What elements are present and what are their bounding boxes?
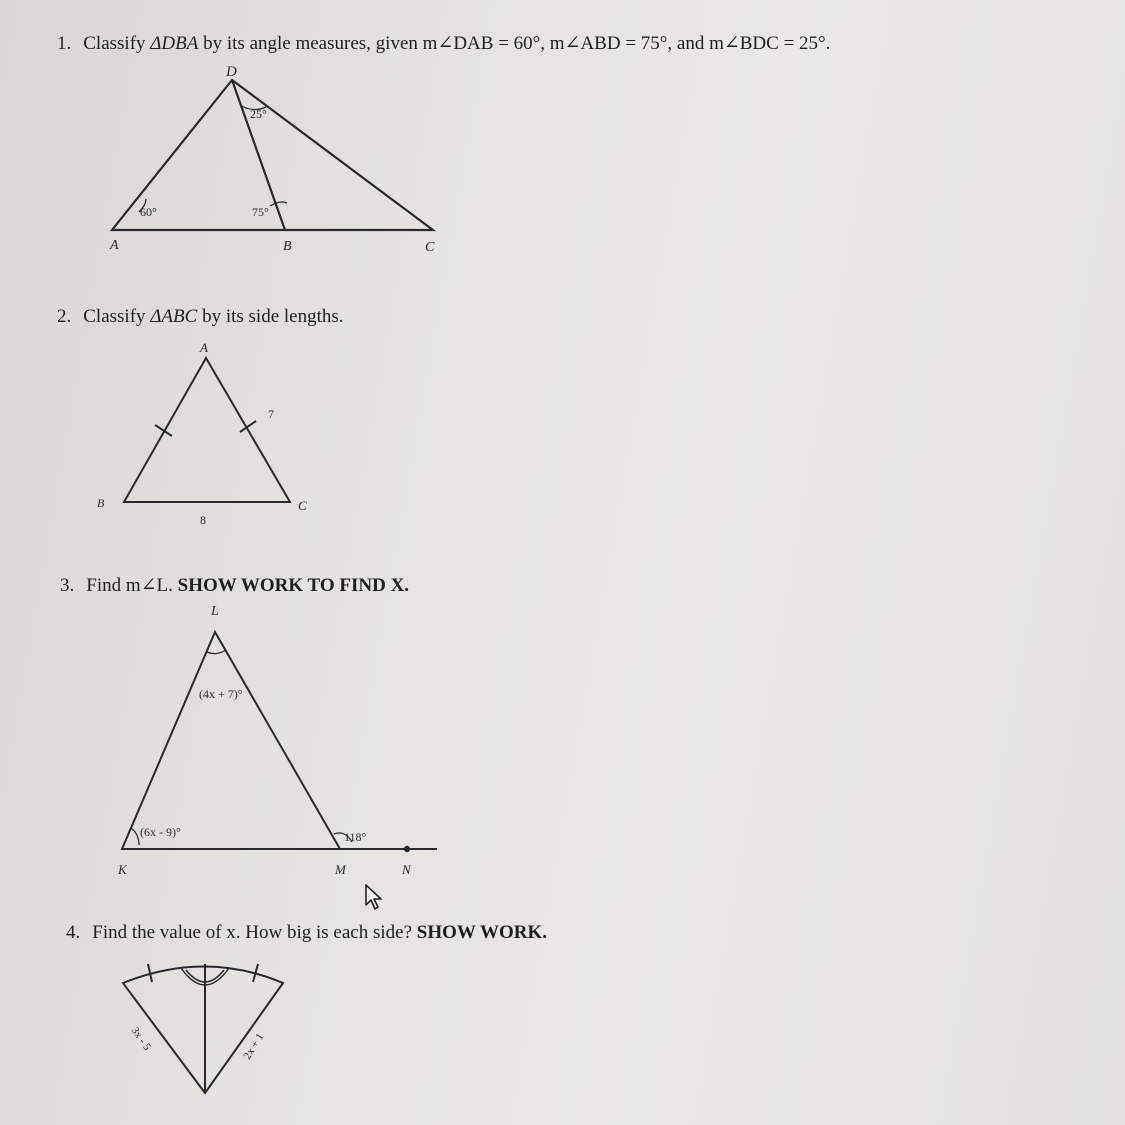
angle-label-abd: 75° [252, 205, 269, 219]
question-number: 4. [66, 922, 81, 943]
side-label-ac: 7 [268, 407, 274, 421]
figure-1-triangle-dbc [112, 80, 433, 230]
question-instruction: SHOW WORK. [416, 922, 547, 943]
question-text: Classify [83, 33, 151, 54]
triangle-name: ΔDBA [150, 33, 199, 54]
figure-4-kite [123, 964, 283, 1093]
triangle-outline [122, 632, 340, 849]
vertex-label-b: B [283, 239, 292, 254]
vertex-label-d: D [226, 64, 237, 80]
mouse-pointer-icon [364, 884, 386, 912]
figure-2-triangle-abc [124, 358, 290, 502]
angle-arc-l [207, 650, 226, 654]
vertex-label-k: K [118, 862, 127, 877]
question-text-rest: by its angle measures, given m∠DAB = 60°, m∠ABD = 75°, and m∠BDC = 25°. [198, 33, 831, 54]
question-text: Find the value of x. How big is each side? [92, 922, 417, 943]
question-number: 3. [60, 575, 75, 596]
vertex-label-m: M [335, 862, 346, 877]
side-label-bc: 8 [200, 513, 206, 527]
side-label-right: 2x + 1 [241, 1031, 267, 1062]
angle-label-l: (4x + 7)° [199, 687, 243, 701]
triangle-outline [124, 358, 290, 502]
question-number: 1. [57, 33, 72, 54]
vertex-label-a: A [110, 238, 119, 253]
angle-label-bdc: 25° [250, 107, 267, 121]
vertex-label-l: L [211, 604, 219, 619]
question-instruction: SHOW WORK TO FIND X. [177, 575, 410, 596]
angle-arc-k [131, 828, 139, 845]
angle-label-dab: 60° [140, 205, 157, 219]
side-label-left: 3x - 5 [128, 1024, 154, 1053]
angle-arc-b [270, 202, 287, 206]
vertex-label-c: C [425, 240, 435, 255]
question-number: 2. [57, 306, 72, 327]
point-n-dot [404, 846, 410, 852]
vertex-label-n: N [402, 862, 411, 877]
vertex-label-c: C [298, 498, 307, 513]
figure-3-triangle-klm [122, 632, 437, 849]
question-text-rest: by its side lengths. [197, 306, 344, 327]
angle-label-k: (6x - 9)° [140, 825, 181, 839]
question-text: Classify [83, 306, 151, 327]
triangle-name: ΔABC [150, 306, 198, 327]
angle-label-ext: 118° [344, 830, 367, 844]
vertex-label-b: B [97, 496, 105, 510]
question-text: Find m∠L. [86, 575, 178, 596]
vertex-label-a: A [200, 340, 208, 355]
triangle-outline [112, 80, 433, 230]
